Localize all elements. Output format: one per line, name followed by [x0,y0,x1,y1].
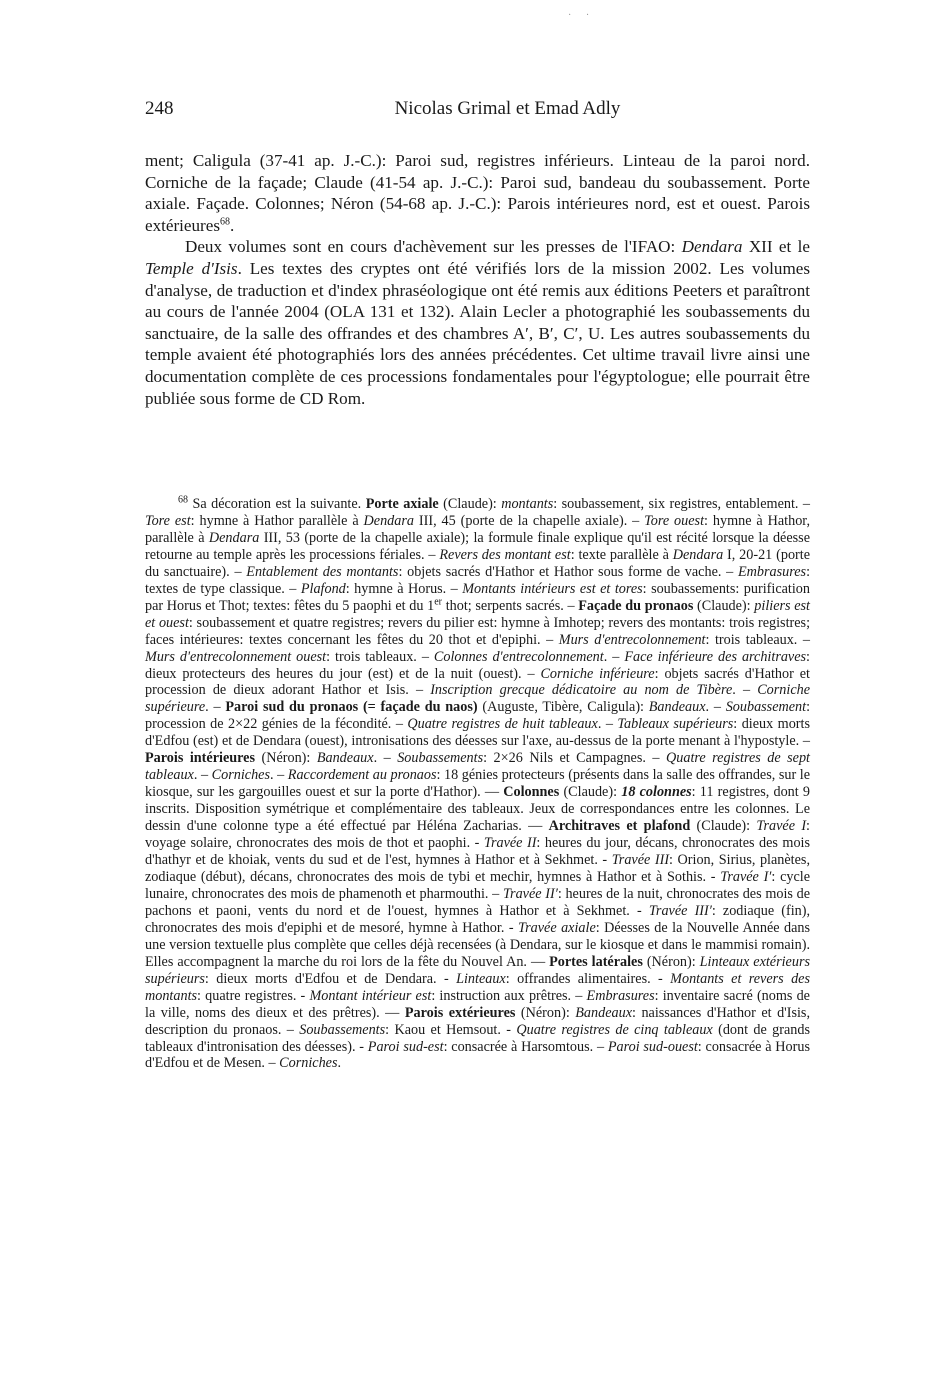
scan-speck: · · [568,10,596,21]
footnote-italic: Face inférieure des architraves [624,648,807,665]
footnote-text: : 18 génies protecteurs (présents dans la salle des offrandes, sur le kiosque, sur les gargouilles ouest et sur la porte d'Hathor). — [145,767,811,801]
footnote-italic: Travée III [611,852,670,869]
footnote-heading: Parois extérieures [404,1004,516,1021]
footnote-italic: Paroi sud-est [367,1038,444,1055]
main-text [145,150,810,409]
footnote-text: : trois tableaux. – [705,631,810,648]
footnote-italic: Paroi sud-ouest [607,1038,698,1055]
running-head: Nicolas Grimal et Emad Adly [394,98,621,119]
footnote-italic: Travée I [756,818,807,835]
footnote-italic: Murs d'entrecolonnement ouest [145,648,327,665]
footnote-text: . – [597,716,618,733]
footnote-italic: Soubassement [725,699,807,716]
footnote-italic: Dendara [208,529,260,546]
paragraph-2-text-a: Deux volumes sont en cours d'achèvement sur les presses de l'IFAO: [185,237,682,257]
footnote-italic: Inscription grecque dédicatoire au nom de Tibère [430,682,733,699]
footnote-text: . – [373,750,398,767]
footnote-italic: Quatre registres de huit tableaux [407,716,598,733]
footnote-italic: Revers des montant est [439,546,571,563]
footnote-text: (Claude): [690,818,757,835]
footnote-text: : hymne à Hathor parallèle à [190,512,364,529]
footnote-italic: Raccordement au pronaos [287,767,437,784]
footnote-italic: Embrasures [738,563,807,580]
footnote-italic: Travée III′ [648,902,712,919]
footnote-text: : quatre registres. - [197,987,310,1004]
footnote-text: (Claude): [559,784,622,801]
footnote-text: III, 45 (porte de la chapelle axiale). – [414,512,645,529]
footnote-italic: Corniche supérieure [145,682,811,716]
footnote-text: . – [269,767,288,784]
footnote-heading: Porte axiale [365,496,439,512]
footnote-text: : trois tableaux. – [326,648,434,665]
footnote-text: . [337,1055,342,1072]
footnote-italic: Montants intérieurs est et tores [462,580,643,597]
footnote-italic: Corniche inférieure [540,665,655,682]
footnote-text: : soubassement, six registres, entablement. – [553,496,811,512]
footnote-text: . – [705,699,726,716]
footnote-italic: Bandeaux [316,750,374,767]
footnote-italic: Embrasures [586,987,655,1004]
footnote-italic: Travée I′ [720,868,772,885]
footnote-text: : instruction aux prêtres. – [431,987,587,1004]
footnote-text: : offrandes alimentaires. - [505,970,671,987]
footnote-italic: Corniches [211,767,270,784]
footnote-text: : consacrée à Harsomtous. – [443,1038,608,1055]
footnote-text: thot; serpents sacrés. – [442,597,579,614]
footnote-text: I, 20-21 (porte du sanctuaire). – [145,546,811,580]
footnote-text: III, 53 (porte de la chapelle axiale); la formule finale explique qu'il est récité lorsque la déesse retourne au temple après les processions fériales. – [145,529,810,563]
footnote-italic: Corniches [279,1055,338,1072]
footnote-italic: Montants et revers des montants [145,970,810,1004]
footnote-text: : Déesses de la Nouvelle Année dans une version textuelle plus complète que celles déjà recensées (à Dendara, sur le kiosque et dans le mammisi romain). Elles accompagnent la marche du roi lors de la fête du Nouvel An. — [145,919,810,970]
footnote-text: : heures du jour, décans, chronocrates des mois d'hathyr et de khoiak, vents du sud et de l'est, hymnes à Hathor et à Sekhmet. - [145,835,811,869]
footnote-heading: Façade du pronaos [578,597,694,614]
footnote-text: : zodiaque (fin), chronocrates des mois d'epiphi et de mesoré, hymne à Hathor. - [145,902,810,936]
footnote-heading: Paroi sud du pronaos (= façade du naos) [225,699,478,716]
footnote-italic: Dendara [363,512,414,529]
footnote-italic: Montant intérieur est [309,987,432,1004]
footnote-heading: Colonnes [503,784,560,801]
footnote-italic: Dendara [672,546,724,563]
footnote-heading-italic: 18 colonnes [621,784,692,801]
footnote-italic: Travée axiale [518,919,596,936]
footnote-heading: Parois intérieures [145,750,255,767]
footnote-text: : procession de 2×22 génies de la fécondité. – [145,699,811,733]
footnote-italic: Linteaux [456,970,506,987]
footnote-text: : hymne à Hathor, parallèle à [145,512,810,546]
footnote-heading: Architraves et plafond [548,818,691,835]
footnote-italic: Tore ouest [644,512,705,529]
footnote-text: : textes de type classique. – [145,563,811,597]
footnote-italic: Plafond [300,580,346,597]
footnote-text: (Claude): [438,496,502,512]
footnote-italic: Bandeaux [575,1004,632,1021]
footnote-text: : objets sacrés d'Hathor et Hathor sous forme de vache. – [398,563,738,580]
footnote-italic: piliers est et ouest [145,597,810,631]
footnote-text: (Néron): [642,953,700,970]
footnote-text: Sa décoration est la suivante. [188,496,366,512]
footnote-text: . – [205,699,226,716]
footnote-text: : texte parallèle à [570,546,673,563]
footnote-text: : cycle lunaire, chronocrates des mois de phamenoth et pharmouthi. – [145,868,810,902]
footnote-italic: Murs d'entrecolonnement [558,631,706,648]
footnote-italic: Entablement des montants [246,563,399,580]
paragraph-2-text-c: . Les textes des cryptes ont été vérifiés lors de la mission 2002. Les volumes d'analyse, de traduction et d'index phraséologique ont été remis aux éditions Peeters et paraîtront au cours de l'année 2004 (OLA 131 et 132). Alain Lecler a photographié les soubassements du sanctuaire, de la salle des offrandes et des chambres A′, B′, C′, U. Les autres soubassements du temple avaient été photographiés lors des années précédentes. Cet ultime travail livre ainsi une documentation complète de ces processions fondamentales pour l'égyptologue; elle pourrait être publiée sous forme de CD Rom. [145,258,810,408]
footnote-italic: montants [501,496,554,512]
footnote-superscript: er [434,595,443,607]
footnote-text: (Néron): [515,1004,576,1021]
footnote-italic: Bandeaux [648,699,706,716]
footnote-text: . – [732,682,758,699]
footnote-text: : dieux protecteurs des heures du jour (est) et de la nuit (ouest). – [145,648,810,682]
page-header [145,98,810,124]
paragraph-1-text: ment; Caligula (37-41 ap. J.-C.): Paroi sud, registres inférieurs. Linteau de la paroi nord. Corniche de la façade; Claude (41-54 ap. J.-C.): Paroi sud, bandeau du soubassement. Porte axiale. Façade. Colonnes; Néron (54-68 ap. J.-C.): Parois intérieures nord, est et ouest. Parois extérieures [145,151,810,235]
footnote-italic: Colonnes d'entrecolonnement [433,648,604,665]
footnote-text: : naissances d'Hathor et d'Isis, description du pronaos. – [145,1004,810,1038]
footnote-text: (Auguste, Tibère, Caligula): [477,699,649,716]
footnote-text: (Claude): [693,597,755,614]
paragraph-2 [145,236,810,409]
footnote-body [145,496,810,1072]
footnote-text: : soubassement et quatre registres; revers du pilier est: hymne à Imhotep; revers des montants: trois registres; faces intérieures: textes concernant les fêtes du 20 thot et d'epiphi. – [145,614,811,648]
footnote-text: : 2×26 Nils et Campagnes. – [483,750,667,767]
footnote-heading: Portes latérales [549,953,643,970]
footnote-68 [145,496,810,1072]
footnote-italic: Linteaux extérieurs supérieurs [145,953,810,987]
footnote-italic: Soubassements [397,750,484,767]
footnote-text: : objets sacrés d'Hathor et procession de dieux adorant Hathor et Isis. – [145,665,810,699]
footnote-text: : voyage solaire, chronocrates des mois de thot et paophi. - [145,818,810,852]
footnote-italic: Quatre registres de cinq tableaux [516,1021,713,1038]
footnote-italic: Quatre registres de sept tableaux [145,750,811,784]
footnote-text: (Néron): [255,750,317,767]
footnote-text: : Orion, Sirius, planètes, zodiaque (début), décans, chronocrates des mois de tybi et mechir, hymnes à Hathor et à Sothis. - [145,852,810,885]
footnote-italic: Tableaux supérieurs [617,716,734,733]
footnote-italic: Soubassements [299,1021,386,1038]
footnote-reference: 68 [219,216,230,228]
footnote-text: : inventaire sacré (noms de la ville, noms des dieux et des prêtres). — [145,987,810,1021]
footnote-text: : heures de la nuit, chronocrates des mois de pachons et paoni, vents du nord et de l'ouest, hymnes à Hathor et à Sekhmet. - [145,885,810,919]
footnote-text: : 11 registres, dont 9 inscrits. Disposition symétrique et complémentaire des tableaux. Jeux de correspondances entre les colonnes. Le dessin d'une colonne type a été effectué par Héléna Zacharias. — [145,784,811,835]
title-dendara: Dendara [681,237,743,257]
page-number: 248 [145,98,174,119]
footnote-italic: Travée II [483,835,537,852]
footnote-text: . – [193,767,212,784]
footnote-text: : soubassements: purification par Horus et Thot; textes: fêtes du 5 paophi et du 1 [145,580,810,614]
footnote-text: : Kaou et Hemsout. - [385,1021,517,1038]
paragraph-2-text-b: XII et le [742,237,810,257]
footnote-text: . – [603,648,625,665]
footnote-text: : dieux morts d'Edfou (est) et de Dendara (ouest), intronisations des déesses sur l'axe, au-dessus de la porte menant à l'hypostyle. – [145,716,810,750]
footnote-text: (dont de grands tableaux d'intronisation des déesses). - [145,1021,810,1055]
paragraph-1 [145,150,810,236]
footnote-italic: Tore est [145,512,191,529]
footnote-text: : consacrée à Horus d'Edfou et de Mesen. – [145,1038,810,1072]
footnote-text: : dieux morts d'Edfou et de Dendara. - [204,970,457,987]
footnote-number: 68 [178,494,188,506]
title-temple-isis: Temple d'Isis [145,258,238,278]
paragraph-1-end: . [229,215,235,235]
footnote-italic: Travée II′ [502,885,558,902]
footnote-text: : hymne à Horus. – [345,580,463,597]
